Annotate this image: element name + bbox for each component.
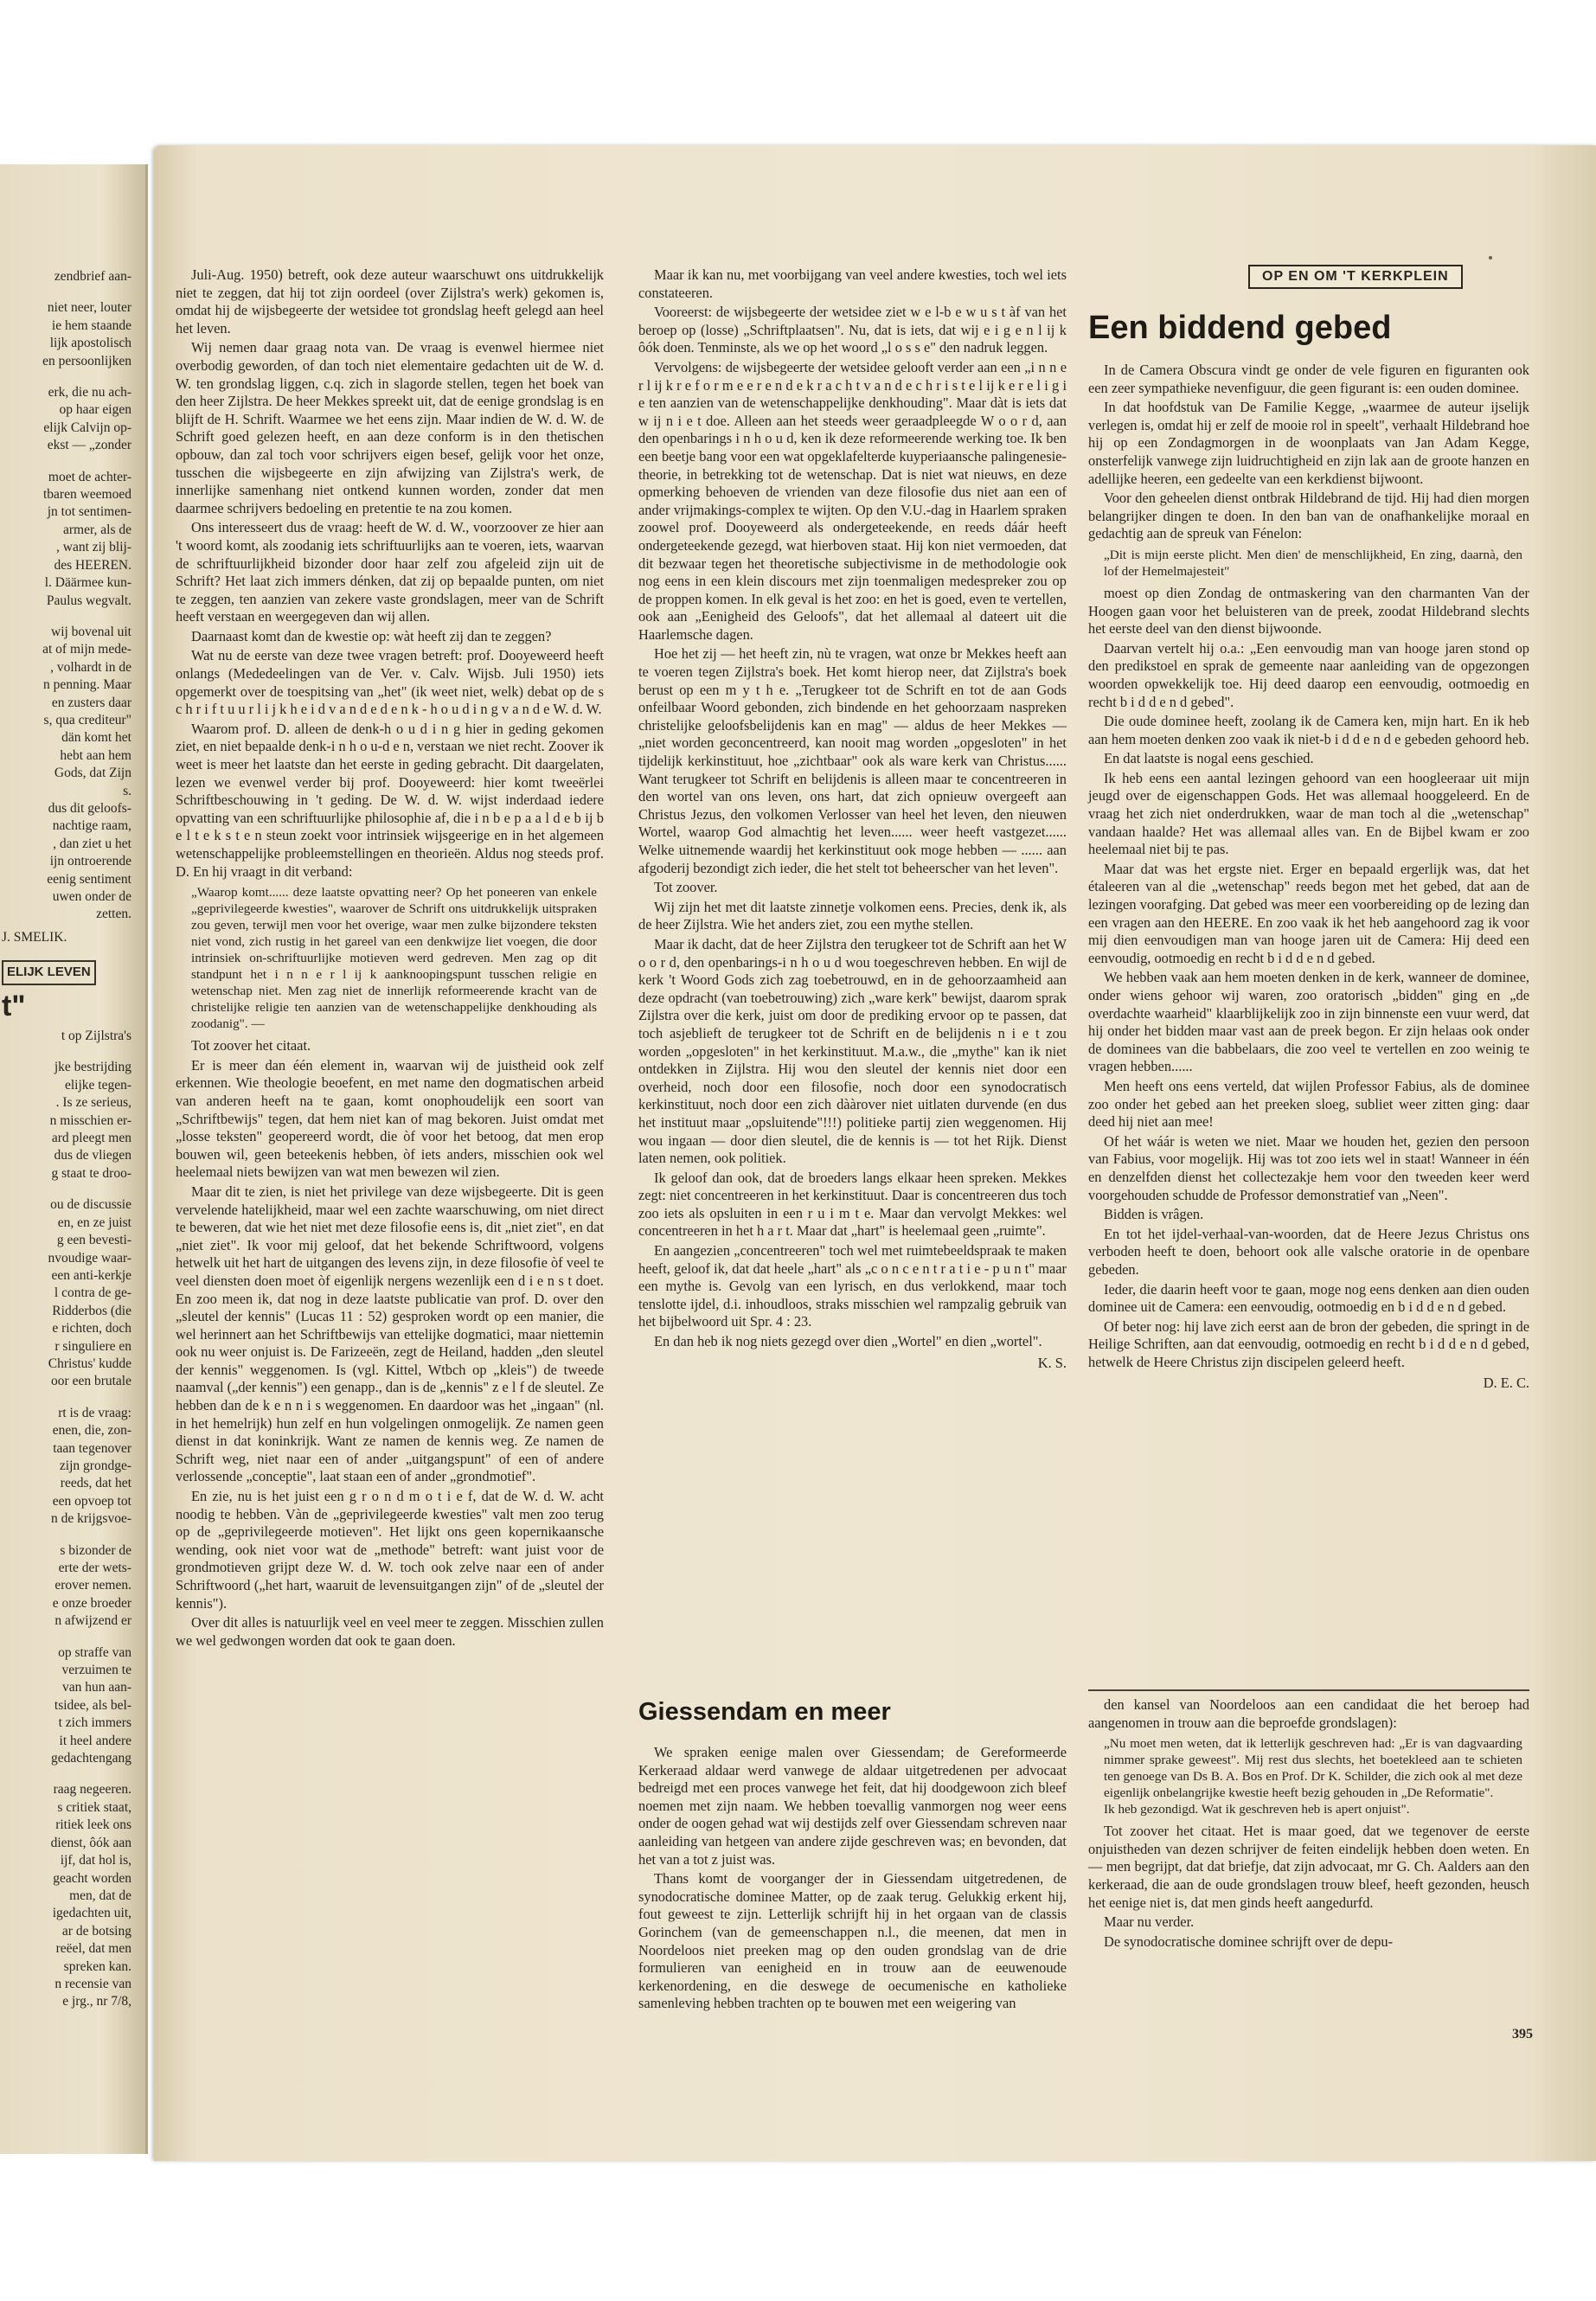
- text-line: Ridderbos (die: [52, 1303, 131, 1318]
- rubric-label: OP EN OM 'T KERKPLEIN: [1248, 265, 1463, 289]
- text-line: at of mijn mede-: [42, 642, 131, 657]
- text-line: s critiek staat,: [57, 1799, 131, 1815]
- paragraph: Wij zijn het met dit laatste zinnetje volkomen eens. Precies, denk ik, als de heer Zijlstra. Wie het anders ziet, zou een mythe stellen.: [638, 898, 1067, 933]
- text-line: Paulus wegvalt.: [46, 593, 131, 608]
- text-line: l. Däärmee kun-: [44, 575, 131, 591]
- column-1-paragraphs: [176, 266, 604, 881]
- giessendam-paragraphs: [638, 1744, 1067, 2013]
- text-line: l contra de ge-: [54, 1285, 131, 1301]
- text-line: ekst — „zonder: [47, 438, 131, 453]
- box-label-row: [2, 960, 131, 984]
- text-line: raag negeeren.: [53, 1782, 131, 1798]
- paragraph: Die oude dominee heeft, zoolang ik de Camera ken, mijn hart. En ik heb aan hem moeten denken zoo vaak ik niet-b i d d e n d e gebeden gehoord heb.: [1088, 713, 1529, 747]
- paragraph: Tot zoover het citaat.: [191, 1037, 311, 1054]
- paragraph: In dat hoofdstuk van De Familie Kegge, „waarmee de auteur ijselijk verlegen is, omdat hij er zelf de mooie rol in speelt", verhaalt Hildebrand hoe hij op een Zondagmorgen in de woonplaats van Jan Adam Kegge, onsterfelijk vanwege zijn luidruchtigheid en zijn lak aan de groote hanzen en adellijke heeren, een gedeelte van een kerkdienst bijwoont.: [1088, 399, 1529, 487]
- text-line: n afwijzend er: [54, 1613, 131, 1629]
- text-line: erte der wets-: [58, 1561, 131, 1575]
- article-title: Een biddend gebed: [1088, 310, 1392, 346]
- magazine-page: [154, 145, 1596, 2161]
- text-line: rt is de vraag:: [58, 1405, 131, 1420]
- text-line: n recensie van: [54, 1976, 131, 1991]
- text-line: erk, die nu ach-: [48, 385, 131, 401]
- paragraph: Daarnaast komt dan de kwestie op: wàt heeft zij dan te zeggen?: [191, 627, 552, 644]
- paragraph: Hoe het zij — het heeft zin, nù te vragen, wat onze br Mekkes heeft aan te voeren tegen Zijlstra's boek. Het komt hierop neer, dat Zijlstra's boek berust op een m y t h e. „Terugkeer tot de Schrift en tot de aan Gods onfeilbaar Woord gebonden, zich bindende en het gehoorzaam naspreken christelijke geloofsbelijdenis kan en mag" — aldus de heer Mekkes — „niet worden geconcentreerd, kan nooit mag worden „opgesloten" in het tijdelijk kerkinstituut, hoe „zichtbaar" ook als ware kerk van Christus...... Want terugkeer tot Schrift en belijdenis is alleen maar te concentreeren in den wortel van ons leven, ons hart, dat zich opnieuw overgeeft aan Christus Jezus, den volkomen Verlosser van heel het leven, den nieuwen Wortel, waarop God almachtig het leven...... weer heeft vastgezet...... Welke uitnemende waardij het kerkinstituut ook moge hebben — ...... aan afgoderij bezondigt zich ieder, die het stelt tot beheerscher van het leven".: [638, 645, 1067, 876]
- text-line: op straffe van: [58, 1644, 131, 1660]
- column-3-verse: „Dit is mijn eerste plicht. Men dien' de menschlijkheid, En zing, daarnà, den lof der Hemelmajesteit": [1104, 547, 1522, 579]
- column-2: [638, 266, 1067, 1374]
- line-gap: [2, 610, 131, 624]
- text-line: wij bovenal uit: [51, 624, 131, 639]
- paragraph: Men heeft ons eens verteld, dat wijlen Professor Fabius, als de dominee zoo onder het gebed aan het preeken sloeg, subliet weer zitten ging: daar deed hij niet aan mee!: [1088, 1077, 1529, 1131]
- text-line: eenig sentiment: [47, 871, 131, 887]
- line-gap: [2, 1631, 131, 1644]
- text-line: des HEEREN.: [54, 557, 131, 573]
- text-line: nvoudige waar-: [48, 1250, 131, 1266]
- text-line: en, en ze juist: [57, 1215, 131, 1230]
- paragraph: Tot zoover.: [654, 879, 718, 896]
- text-line: gedachtengang: [51, 1751, 131, 1766]
- text-line: en zusters daar: [51, 695, 131, 710]
- text-line: ijf, dat hol is,: [60, 1853, 131, 1868]
- paragraph: Wat nu de eerste van deze twee vragen betreft: prof. Dooyeweerd heeft onlangs (Mededeelingen van de Ver. v. Calv. Wijsb. Juli 1950) iets opgemerkt over de toespitsing van „het" (ik weet niet, welk) debat op de s c h r i f t u u r l i j k h e i d v a n d e d e n k - h o u d i n g v a n d e W. d. W.: [176, 647, 604, 718]
- text-line: Gods, dat Zijn: [54, 766, 131, 781]
- text-line: s, qua crediteur": [43, 712, 131, 727]
- text-line: verzuimen te: [61, 1663, 131, 1678]
- column-3-paragraphs-continued: [1088, 585, 1529, 1372]
- text-line: . Is ze serieus,: [55, 1095, 131, 1111]
- heading-fragment-row: [2, 989, 131, 1022]
- text-line: niet neer, louter: [47, 300, 131, 316]
- text-line: e onze broeder: [52, 1595, 131, 1611]
- text-line: en persoonlijken: [42, 353, 131, 369]
- paragraph: En aangezien „concentreeren" toch wel met ruimtebeeldspraak te maken heeft, geloof ik, dat dat heele „hart" als „c o n c e n t r a t i e - p u n t" maar een mythe is. Gevolg van een lyrisch, en dus verlokkend, maar toch tenslotte ijdel, d.i. inhoudloos, straks misschien wel rampzalig gebruik van het bijbelwoord uit Spr. 4 : 23.: [638, 1242, 1067, 1330]
- text-line: Christus' kudde: [48, 1356, 131, 1371]
- line-gap: [2, 1529, 131, 1542]
- text-line: dienst, ôók aan: [50, 1835, 131, 1850]
- text-line: it heel andere: [59, 1733, 131, 1748]
- text-line: reëel, dat men: [55, 1941, 131, 1957]
- line-gap: [2, 946, 131, 960]
- continuation-paragraphs: [1088, 1696, 1529, 1732]
- line-gap: [2, 1183, 131, 1196]
- page-number: 395: [1512, 2027, 1533, 2041]
- paragraph: We hebben vaak aan hem moeten denken in de kerk, wanneer de dominee, onder wiens gehoor wij waren, zoo oratorisch „bidden" ging en „de overdachte waarheid" klaarblijkelijk zoo in zijn binnenste een vuur werd, dat hij onder het bidden maar vast aan de preek begon. Er zijn helaas ook onder de dominees van die babbelaars, die zoo veel te vertellen en zoo weinig te vragen hebben......: [1088, 969, 1529, 1075]
- text-line: s bizonder de: [60, 1542, 131, 1558]
- text-line: , dan ziet u het: [53, 836, 131, 851]
- text-line: zetten.: [96, 907, 131, 922]
- text-line: tbaren weemoed: [43, 487, 131, 503]
- text-line: nachtige raam,: [52, 818, 131, 834]
- paragraph: Ik geloof dan ook, dat de broeders langs elkaar heen spreken. Mekkes zegt: niet concentreeren in het kerkinstituut. Daar is concentreeren dus toch zoo iets als opsluiten in een r u i m t e. Maar dan vervolgt Mekkes: wel concentreeren in het h a r t. Maar dat „hart" is heelemaal geen „ruimte".: [638, 1169, 1067, 1240]
- line-gap: [2, 1767, 131, 1781]
- column-2-paragraphs: [638, 266, 1067, 1351]
- text-line: dus dit geloofs-: [48, 800, 131, 816]
- text-line: ijn ontroerende: [49, 854, 131, 869]
- paragraph: den kansel van Noordeloos aan een candidaat die het beroep had aangenomen in trouw aan die beproefde grondslagen):: [1088, 1696, 1529, 1731]
- column-1-paragraphs-continued: [176, 1037, 604, 1650]
- text-line: r singuliere en: [54, 1338, 131, 1354]
- paragraph: Wij nemen daar graag nota van. De vraag is evenwel hiermee niet overbodig geworden, of dan toch niet elementaire gedachten uit de W. d. W. ten grondslag liggen, c.q. zich in slagorde stellen, tegen het boek van den heer Zijlstra. De heer Mekkes spreekt uit, dat de eenige grondslag is en blijft de H. Schrift. Waarmee we het eens zijn. Maar indien de W. d. W. de Schrift goed gelezen heeft, en aan deze conform is in den thetischen opbouw, dan zal toch voor schrijvers eigen besef, gelijk voor het onze, tusschen die wijsbegeerte en zijn afwijzing van Zijlstra's werk, de innerlijke samenhang niet ontkend kunnen worden, zonder dat men daarmee schrijvers bedoeling en pretentie te na zou komen.: [176, 339, 604, 516]
- column-1: [176, 266, 604, 1651]
- paragraph: Vooreerst: de wijsbegeerte der wetsidee ziet w e l-b e w u s t àf van het beroep op (losse) „Schriftplaatsen". Nu, dat is iets, dat wij e i g e n l ij k ôók doen. Tenminste, als we op het woord „l o s s e" den nadruk leggen.: [638, 304, 1067, 356]
- column-1-quote: „Waarop komt...... deze laatste opvatting neer? Op het poneeren van enkele „geprivilegeerde kwesties", waarover de Schrift ons uitdrukkelijk uitspraken zou geven, terwijl men voor het overige, waar men zulke bijzondere teksten niet vond, zich rustig in het gareel van een denkwijze liet voegen, die door intrinsiek on-schriftuurlijke motieven werd gedreven. Men zag op dit standpunt het i n n e r l ij k aanknoopingspunt tusschen religie en wetenschap niet. Men zag niet de innerlijk reformeerende kracht van de christelijke religie ten aanzien van de wetenschappelijke denkhouding als zoodanig". —: [191, 885, 597, 1032]
- line-gap: [2, 1045, 131, 1059]
- text-line: ie hem staande: [51, 317, 131, 333]
- text-line: e richten, doch: [52, 1321, 131, 1336]
- text-line: tsidee, als bel-: [54, 1697, 131, 1713]
- paragraph: De synodocratische dominee schrijft over de depu-: [1104, 1932, 1394, 1950]
- text-line: men, dat de: [69, 1888, 131, 1903]
- paragraph: moest op dien Zondag de ontmaskering van den charmanten Van der Hoogen gaan voor het beluisteren van de preek, zoodat Hildebrand slechts het eerste deel van den dienst bijwoonde.: [1088, 584, 1529, 638]
- text-line: erover nemen.: [54, 1578, 131, 1593]
- previous-page-signature: J. SMELIK.: [2, 929, 67, 945]
- text-line: een opvoep tot: [52, 1493, 131, 1509]
- text-line: igedachten uit,: [52, 1906, 131, 1921]
- text-line: elijk Calvijn op-: [43, 420, 131, 435]
- text-line: een anti-kerkje: [51, 1267, 131, 1283]
- text-line: dus de vliegen: [54, 1148, 131, 1163]
- paragraph: Ik heb eens een aantal lezingen gehoord van een hoogleeraar uit mijn jeugd over de eigenschappen Gods. Het was allemaal hooggeleerd. En de vraag het zich niet onderdrukken, waar de man toch al die „wetenschap" vandaan haalde? Het was allemaal alles van. En de Bijbel kwam er zoo heelemaal niet bij te pas.: [1088, 769, 1529, 858]
- text-line: zijn grondge-: [59, 1458, 131, 1473]
- text-line: elijke tegen-: [64, 1077, 131, 1093]
- text-line: ard pleegt men: [51, 1131, 131, 1146]
- paragraph: En zie, nu is het juist een g r o n d m o t i e f, dat de W. d. W. acht noodig te hebben. Vàn de „geprivilegeerde kwesties" valt men zoo terug op de „geprivilegeerde motieven". Het lijkt ons geen kopernikaansche wending, ook niet voor wat de „methode" betreft: want juist voor de grondmotieven grijpt deze W. d. W. toch ook zelve naar een of ander Schriftwoord („het hart, waaruit de levensuitgangen zijn" of de „sleutel der kennis").: [176, 1488, 604, 1612]
- paragraph: Juli-Aug. 1950) betreft, ook deze auteur waarschuwt ons uitdrukkelijk niet te zeggen, dat hij tot zijn oordeel (over Zijlstra's werk) gekomen is, omdat hij de wijsbegeerte der wetsidee tot grondslag heeft gelegd aan heel het leven.: [176, 266, 604, 336]
- paragraph: Daarvan vertelt hij o.a.: „Een eenvoudig man van hooge jaren stond op den predikstoel en sprak de gemeente naar aanleiding van de opgezongen woorden opwekkelijk toe. Hij deed daarop een eenvoudig, ootmoedig en recht b i d d e n d gebed".: [1088, 639, 1529, 710]
- paragraph: Ieder, die daarin heeft voor te gaan, moge nog eens denken aan dien ouden dominee uit de Camera: een eenvoudig, ootmoedig en b i d d e n d gebed.: [1088, 1280, 1529, 1316]
- text-line: uwen onder de: [52, 889, 131, 904]
- text-line: reeds, dat het: [60, 1476, 131, 1491]
- paragraph: Ons interesseert dus de vraag: heeft de W. d. W., voorzoover ze hier aan 't woord komt, als zoodanig iets schriftuurlijks aan te voeren, iets, waarvan de schriftuurlijkheid bizonder door haar zelf zou afgeleid zijn uit de Schrift? Het laat zich immers dénken, dat zij op bepaalde punten, om niet te zeggen, ten aanzien van zekere vaste grondslagen, meer van de Schrift heeft verstaan en weergegeven dan wij allen.: [176, 519, 604, 625]
- previous-page-fragment: [0, 164, 148, 2154]
- continuation-paragraphs-end: [1088, 1823, 1529, 1951]
- line-gap: [2, 285, 131, 299]
- section-heading-giessendam: Giessendam en meer: [638, 1698, 891, 1726]
- text-line: , want zij blij-: [56, 540, 131, 555]
- text-line: dän komt het: [61, 730, 131, 746]
- paragraph: Maar ik dacht, dat de heer Zijlstra den terugkeer tot de Schrift aan het W o o r d, den openbarings-i n h o u d wou toegeschreven hebben. En wijl de kerk 't Woord Gods zich zag toebetrouwd, en in de gehoorzaamheid aan deze opdracht (van toebetrouwing) zich „ware kerk" bewijst, daarom sprak Zijlstra over die kerk, juist om door de prediking ervoor op te passen, dat toch asjeblieft de terugkeer tot de Schrift en de belijdenis n i e t zou worden „opgesloten" in het kerkinstituut. M.a.w., die „mythe" kan ik niet ontdekken in Zijlstra. Hij wou den sleutel der kennis niet door een overheid, noch door een filosofie, noch door een synodocratisch kerkinstituut, noch door een zich dààrover niet uitlaten durvende (en dus het instituut maar „opsluitende"!!!) politieke partij zien weggenomen. Hij wou ingaan — door dien sleutel, die de kennis is — tot het Rijk. Dienst laten nemen, ook politiek.: [638, 935, 1067, 1167]
- column-divider-rule: [1088, 1689, 1529, 1691]
- text-line: op haar eigen: [59, 402, 131, 418]
- paragraph: Voor den geheelen dienst ontbrak Hildebrand de tijd. Hij had dien morgen belangrijker dingen te doen. In den ban van de onafhankelijke moraal en gedachtig aan de spreuk van Fénelon:: [1088, 490, 1529, 542]
- paragraph: Bidden is vrâgen.: [1104, 1206, 1204, 1223]
- text-line: hebt aan hem: [60, 747, 131, 763]
- previous-page-heading-fragment: t": [2, 989, 26, 1022]
- paragraph: Maar ik kan nu, met voorbijgang van veel andere kwesties, toch wel iets constateeren.: [638, 266, 1067, 301]
- text-line: armer, als de: [63, 522, 131, 537]
- text-line: geacht worden: [53, 1870, 131, 1886]
- paragraph: En dan heb ik nog niets gezegd over dien „Wortel" en dien „wortel".: [654, 1333, 1042, 1350]
- column-3-continuation: [1088, 1696, 1529, 1952]
- text-line: e jrg., nr 7/8,: [62, 1994, 131, 2009]
- text-line: n penning. Maar: [42, 677, 131, 693]
- previous-page-box-label: ELIJK LEVEN: [2, 960, 96, 984]
- text-line: g staat te droo-: [51, 1165, 131, 1181]
- paragraph: Maar dat was het ergste niet. Erger en bepaald ergerlijk was, dat het étaleeren van al die „wetenschap" reeds begon met het gebed, dat aan de lezingen voorafging. Dat gebed was meer een voorbereiding op de lezing dan een vragen aan den HEERE. En zoo vaak ik het heb aangehoord zag ik voor mij dien eenvoudigen man van hooge jaren uit de Camera: Hij deed een eenvoudig, ootmoedig en recht b i d d e n d gebed.: [1088, 860, 1529, 966]
- line-gap: [2, 370, 131, 384]
- paragraph: Maar nu verder.: [1104, 1913, 1195, 1931]
- column-3: [1088, 362, 1529, 1394]
- text-line: taan tegenover: [53, 1440, 131, 1456]
- line-gap: [2, 455, 131, 469]
- text-line: , volhardt in de: [50, 659, 131, 675]
- text-line: moet de achter-: [48, 469, 131, 484]
- text-line: ritiek leek ons: [55, 1817, 131, 1833]
- text-line: t zich immers: [58, 1715, 131, 1731]
- column-3-paragraphs: [1088, 362, 1529, 543]
- paragraph: Er is meer dan één element in, waarvan wij de juistheid ook zelf erkennen. Wie theologie beoefent, en met name den dogmatischen arbeid van anderen heeft na te gaan, komt onophoudelijk een soort van „Schriftbewijs" tegen, dat hem niet kan of mag bekoren. Juist omdat met „losse teksten" geopereerd wordt, die òf voor het betoog, dat men erop bouwen wil, geen beteekenis hebben, òf iets anders, misschien ook wel heelemaal niets bewijzen van wat men bewezen wil zien.: [176, 1056, 604, 1181]
- paragraph: Tot zoover het citaat. Het is maar goed, dat we tegenover de eerste onjuistheden van dezen schrijver de feiten eindelijk hebben doen weten. En — men begrijpt, dat dat briefje, dat zijn advocaat, mr G. Ch. Aalders aan den kerkeraad, die aan de oude grondslagen trouw bleef, heeft gezonden, heusch het eenige niet is, dat men ginds heeft aangedurfd.: [1088, 1823, 1529, 1911]
- paragraph: Of beter nog: hij lave zich eerst aan de bron der gebeden, die springt in de Heilige Schriften, aan dat eenvoudig, ootmoedig en recht b i d d e n d gebed, hetwelk de Heere Christus zijn discipelen geleerd heeft.: [1088, 1317, 1529, 1370]
- continuation-quote: „Nu moet men weten, dat ik letterlijk geschreven had: „Er is van dagvaarding nimmer sprake geweest". Mij rest dus slechts, het boetekleed aan te schieten ten genoege van Ds B. A. Bos en Prof. Dr K. Schilder, die zich ook al met deze eigenlijk onbelangrijke kwestie heeft bezig gehouden in „De Reformatie". Ik heb gezondigd. Wat ik geschreven heb is apert onjuist".: [1104, 1736, 1522, 1817]
- line-gap: [2, 1391, 131, 1405]
- text-line: s.: [123, 783, 131, 798]
- text-line: jke bestrijding: [54, 1060, 131, 1075]
- paragraph: Of het wáár is weten we niet. Maar we houden het, gezien den persoon van Fabius, voor mogelijk. Hij was tot zoo iets wel in staat! Wanneer in één en denzelfden dienst het collectezakje hem voor den tweeden keer werd voorgehouden schudde de Professor demonstratief van „Neen".: [1088, 1132, 1529, 1203]
- column-2-giessendam: [638, 1744, 1067, 2015]
- previous-page-column: [2, 268, 131, 2011]
- paragraph: Maar dit te zien, is niet het privilege van deze wijsbegeerte. Dit is geen vervelende hatelijkheid, maar wel een zachte waarschuwing, om niet direct te beweren, dat wie het niet met deze filosofie eens is, dit „niet ziet", en dat „niet ziet". Ik voor mij geloof, dat het bekende Schriftwoord, volgens hetwelk uit het hart de uitgangen des levens zijn, in deze filosofie òf veel te veel diensten doen moet òf eigenlijk nergens wezenlijk een d i e n s t doet. En zoo meen ik, dat nog in deze laatste publicatie van prof. D. over den „sleutel der kennis" (Lucas 11 : 52) gesproken wordt op een manier, die wel herinnert aan het Schriftbewijs van ettelijke dogmatici, maar niettemin ook nu weer onjuist is. De Farizeeën, zegt de Heiland, hadden „den sleutel der kennis" weggenomen. Is (vgl. Kittel, Wtbch op „kleis") de tweede naamval („der kennis") een genapp., dan is de „kennis" z e l f de sleutel. Ze hebben dan de k e n n i s weggenomen. En daardoor was het „ingaan" (nl. in het hemelrijk) hun zelf en hun volgelingen onmogelijk. Ze namen geen dienst in dat koninkrijk. Want ze namen de kennis weg. Ze namen de Schrift weg, niet naar een of ander „uitgangspunt" of een of andere verlossende „conceptie", laat staan een of ander „grondmotief".: [176, 1183, 604, 1485]
- paragraph: Vervolgens: de wijsbegeerte der wetsidee gelooft verder aan een „i n n e r l ij k r e f o r m e e r e n d e k r a c h t v a n d e c h r i s t e l ij k e r e l i g i e ten aanzien van de wetenschappelijke denkhouding". Maar dàt is iets dat w ij n i e t doe. Alleen aan het steeds weer geraadpleegde W o o r d, aan den openbarings i n h o u d, ken ik deze reformeerende werking toe. Ik ben een beetje bang voor een wat opgeklafelterde kuyperiaansche palingenesie-theorie, in betrekking tot de wetenschap. Dat is niet wat nieuws, en deze opmerking behoeven de vrienden van deze filosofie dus niet aan een of ander vrijmakings-complex te wijten. Op den V.U.-dag in Haarlem spraken zoowel prof. Dooyeweerd als ondergeteekende, en reeds dáár heeft ondergeteekende gezegd, wat hierboven staat. Hij kon niet vermoeden, dat dit bezwaar tegen het theoretische subjectivisme in de methodologie ook nog eens in een klein discours met zijn toenmaligen medespreker zou op de proppen komen. In elk geval is het zoo: en het is goed, even te vertellen, ook aan „Eenigheid des Geloofs", dat het allemaal al dateert uit die Haarlemsche dagen.: [638, 358, 1067, 643]
- paragraph: In de Camera Obscura vindt ge onder de vele figuren en figuranten ook een zeer sympathieke nevenfiguur, die geen figurant is: een ouden dominee.: [1088, 362, 1529, 396]
- text-line: g een bevesti-: [56, 1233, 131, 1248]
- paragraph: Waarom prof. D. alleen de denk-h o u d i n g hier in geding gekomen ziet, en niet bepaalde denk-i n h o u-d e n, verstaan we niet recht. Zoover ik weet is meer het laatste dan het eerste in geding gebracht. Dit daargelaten, lezen we evenwel verder bij prof. Dooyeweerd: hier komt tweeërlei Schriftbeschouwing in 't geding. De W. d. W. wijst inderdaad iedere opvatting van een schriftuurlijke philosophie af, die i n b e p a a l d e b ij b e l t e k s t e n steun zoekt voor intrinsiek wijsgeerige en in het algemeen wetenschappelijke probleemstellingen en theorieën. Aldus nog steeds prof. D. En hij vraagt in dit verband:: [176, 720, 604, 880]
- column-3-signature: D. E. C.: [1483, 1375, 1529, 1392]
- text-line: enen, die, zon-: [52, 1423, 131, 1439]
- text-line: jn tot sentimen-: [47, 504, 131, 520]
- text-line: n misschien er-: [49, 1112, 131, 1128]
- text-line: ar de botsing: [61, 1923, 131, 1939]
- text-line: lijk apostolisch: [49, 336, 131, 351]
- column-2-signature: K. S.: [1037, 1354, 1067, 1371]
- paragraph: En tot het ijdel-verhaal-van-woorden, dat de Heere Jezus Christus ons verboden heeft te doen, behoort ook alle valsche oratorie in de openbare gebeden.: [1088, 1225, 1529, 1278]
- text-line: van hun aan-: [61, 1680, 131, 1695]
- paragraph: Thans komt de voorganger der in Giessendam uitgetredenen, de synodocratische dominee Matter, op de zaak terug. Gelukkig erkent hij, fout geweest te zijn. Letterlijk schrijft hij in het orgaan van de classis Gorinchem (van de gemeenschappen n.l., die meenen, dat men in Noordeloos niet preeken mag op den ouden grondslag van de drie formulieren van eenigheid en in trouw aan de eeuwenoude kerkenordening, en die deswege de oecumenische en katholieke samenleving hebben trachten op te bouwen met een weigering van: [638, 1870, 1067, 2012]
- paragraph: We spraken eenige malen over Giessendam; de Gereformeerde Kerkeraad aldaar werd vanwege de aldaar uitgetredenen per advocaat bedreigd met een proces vanwege het feit, dat hij doodgewoon zich bleef noemen met zijn naam. We hebben toevallig vanmorgen nog weer eens onder de oogen gehad wat wij destijds zelf over Giessendam schreven naar aanleiding van hetgeen van andere zijde geschreven was; en bevonden, dat het van a tot z juist was.: [638, 1744, 1067, 1868]
- text-line: ou de discussie: [50, 1197, 131, 1213]
- print-speck: [1489, 256, 1492, 260]
- text-line: n de krijgsvoe-: [51, 1511, 131, 1527]
- text-line: t op Zijlstra's: [61, 1029, 131, 1044]
- paragraph: Over dit alles is natuurlijk veel en veel meer te zeggen. Misschien zullen we wel gedwongen worden dat ook te gaan doen.: [176, 1614, 604, 1649]
- paragraph: En dat laatste is nogal eens geschied.: [1104, 750, 1314, 767]
- text-line: zendbrief aan-: [54, 269, 131, 284]
- text-line: spreken kan.: [63, 1958, 131, 1974]
- text-line: oor een brutale: [51, 1374, 131, 1389]
